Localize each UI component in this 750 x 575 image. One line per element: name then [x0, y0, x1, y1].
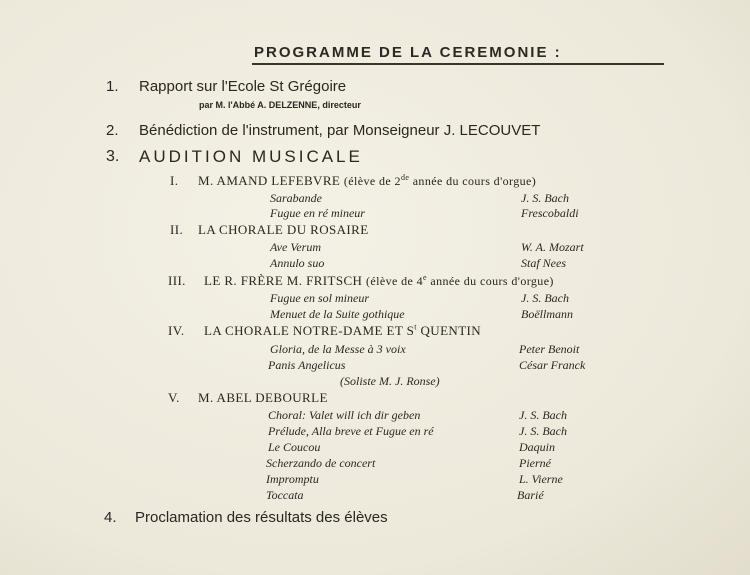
performer-5-name: M. ABEL DEBOURLE: [198, 390, 328, 405]
piece-work: Scherzando de concert: [266, 456, 376, 470]
piece-work: Toccata: [266, 488, 304, 502]
piece-work: Impromptu: [266, 472, 319, 486]
piece-composer: J. S. Bach: [519, 424, 567, 438]
performer-1-note: (élève de 2de année du cours d'orgue): [343, 173, 537, 188]
piece-work: Annulo suo: [270, 256, 325, 270]
soliste-note: (Soliste M. J. Ronse): [340, 374, 440, 388]
section-2-text: Bénédiction de l'instrument, par Monseigneur J. LECOUVET: [139, 122, 541, 139]
section-4-number: 4.: [104, 509, 117, 526]
piece-composer: J. S. Bach: [521, 191, 569, 205]
piece-work: Fugue en sol mineur: [270, 291, 369, 305]
performer-5-numeral: V.: [168, 390, 180, 405]
section-3-number: 3.: [106, 148, 120, 165]
performer-4: [168, 323, 481, 339]
performer-2: [170, 222, 369, 238]
piece-work: Le Coucou: [268, 440, 321, 454]
performer-3-numeral: III.: [168, 273, 186, 288]
performer-3-name: LE R. FRÈRE M. FRITSCH: [204, 273, 363, 288]
section-4-text: Proclamation des résultats des élèves: [135, 509, 388, 526]
piece-composer: Barié: [517, 488, 544, 502]
piece-work: Choral: Valet will ich dir geben: [268, 408, 421, 422]
title-underline: [252, 63, 664, 65]
performer-2-name: LA CHORALE DU ROSAIRE: [198, 222, 369, 237]
piece-composer: Daquin: [519, 440, 555, 454]
performer-4-numeral: IV.: [168, 323, 185, 339]
piece-composer: Peter Benoit: [519, 342, 580, 356]
piece-composer: Pierné: [519, 456, 551, 470]
piece-work: Panis Angelicus: [268, 358, 346, 372]
piece-work: Prélude, Alla breve et Fugue en ré: [268, 424, 434, 438]
performer-3-note: (élève de 4e année du cours d'orgue): [365, 273, 554, 288]
piece-composer: J. S. Bach: [519, 408, 567, 422]
performer-3: [168, 273, 554, 289]
section-1-subline: par M. l'Abbé A. DELZENNE, directeur: [199, 100, 361, 110]
performer-1-numeral: I.: [170, 173, 179, 188]
section-3-text: AUDITION MUSICALE: [139, 147, 363, 166]
section-2-number: 2.: [106, 122, 119, 139]
page-title: PROGRAMME DE LA CEREMONIE :: [254, 44, 562, 61]
piece-composer: J. S. Bach: [521, 291, 569, 305]
performer-5: [168, 390, 328, 406]
performer-1: [170, 173, 536, 189]
performer-1-name: M. AMAND LEFEBVRE: [198, 173, 341, 188]
piece-work: Sarabande: [270, 191, 322, 205]
performer-4-name: LA CHORALE NOTRE-DAME ET $S^t$ QUENTIN: [204, 323, 482, 339]
piece-composer: W. A. Mozart: [521, 240, 584, 254]
section-1-number: 1.: [106, 78, 119, 95]
section-1-text: Rapport sur l'Ecole St Grégoire: [139, 78, 347, 95]
piece-composer: César Franck: [519, 358, 586, 372]
piece-work: Menuet de la Suite gothique: [270, 307, 405, 321]
performer-2-numeral: II.: [170, 222, 184, 237]
piece-work: Gloria, de la Messe à 3 voix: [270, 342, 406, 356]
piece-composer: Frescobaldi: [521, 206, 579, 220]
piece-composer: L. Vierne: [519, 472, 563, 486]
piece-composer: Staf Nees: [521, 256, 566, 270]
piece-composer: Boëllmann: [521, 307, 573, 321]
piece-work: Fugue en ré mineur: [270, 206, 365, 220]
piece-work: Ave Verum: [270, 240, 321, 254]
